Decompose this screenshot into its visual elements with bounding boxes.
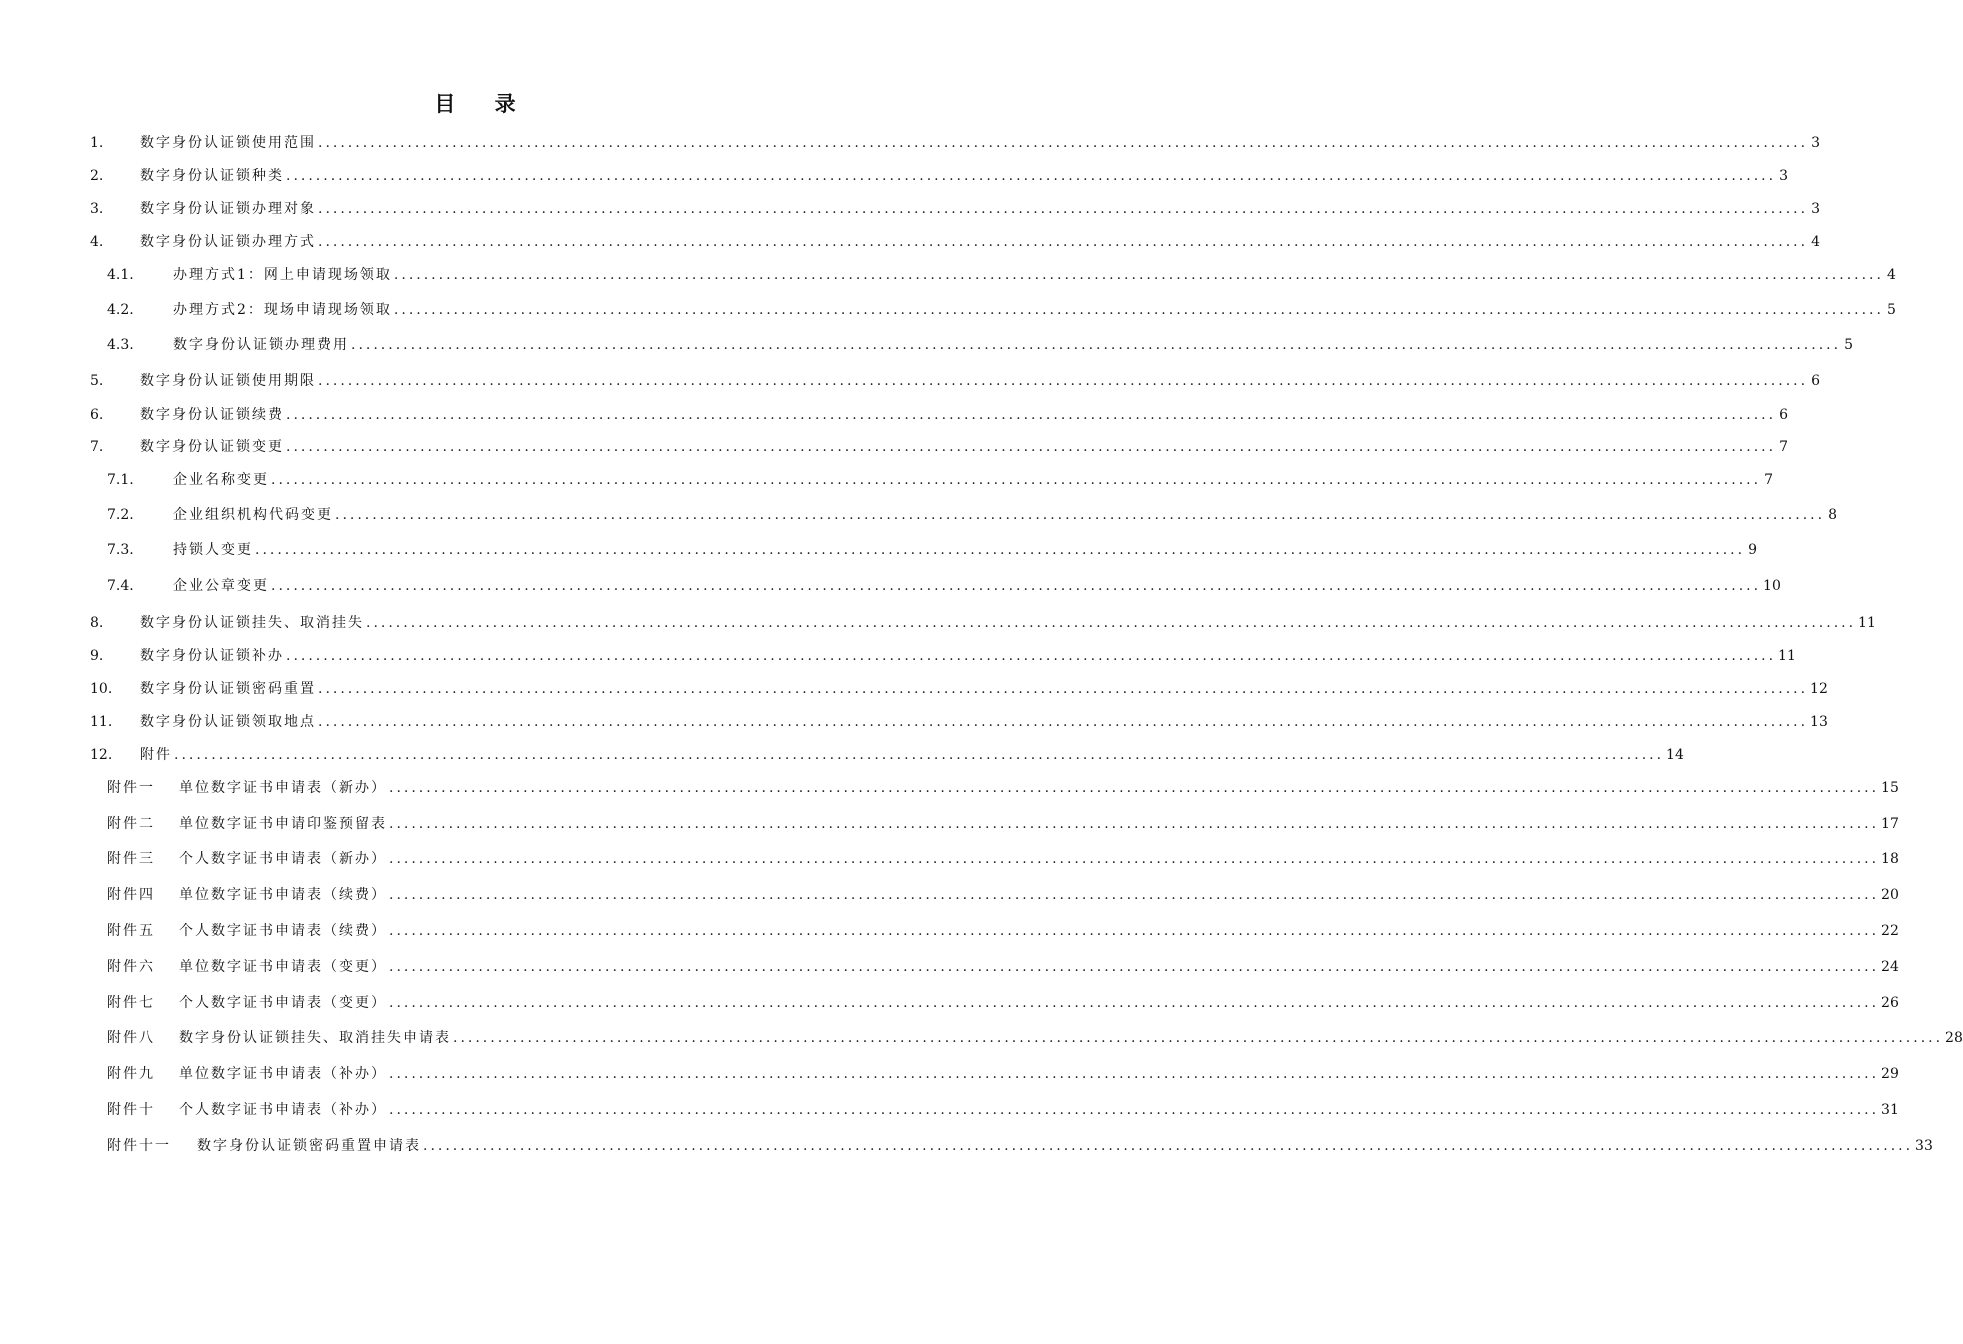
toc-leader-dots: ........................................................................................................................................................................................................ [389,816,1880,832]
toc-entry[interactable] [107,1099,1899,1121]
toc-entry[interactable] [107,264,1896,286]
toc-entry-title: 数字身份认证锁办理费用 [173,337,349,353]
toc-entry[interactable] [107,956,1899,978]
toc-entry-page: 20 [1881,887,1899,903]
toc-entry-number: 4.2. [107,302,134,318]
toc-entry-title: 数字身份认证锁种类 [140,168,284,184]
toc-leader-dots: ........................................................................................................................................................................................................ [255,542,1746,558]
toc-entry-page: 11 [1778,648,1796,664]
toc-entry[interactable] [107,1027,1963,1049]
toc-entry-title: 数字身份认证锁密码重置 [140,681,316,697]
toc-leader-dots: ........................................................................................................................................................................................................ [389,1066,1880,1082]
toc-leader-dots: ........................................................................................................................................................................................................ [286,168,1777,184]
toc-entry-number: 6. [90,407,104,423]
toc-leader-dots: ........................................................................................................................................................................................................ [366,615,1857,631]
toc-entry-page: 4 [1887,267,1896,283]
toc-entry[interactable] [107,777,1899,799]
toc-entry-page: 28 [1945,1030,1963,1046]
toc-entry-number: 4.1. [107,267,134,283]
toc-entry-number: 附件七 [107,995,155,1011]
toc-entry[interactable] [107,469,1774,491]
toc-title: 目 录 [434,92,532,116]
toc-entry-number: 附件三 [107,851,155,867]
toc-entry[interactable] [90,198,1821,220]
toc-entry-title: 企业组织机构代码变更 [173,507,333,523]
toc-entry-title: 附件 [140,747,172,763]
toc-entry-page: 6 [1811,373,1821,389]
toc-leader-dots: ........................................................................................................................................................................................................ [389,851,1880,867]
toc-entry-page: 9 [1748,542,1758,558]
toc-entry[interactable] [107,1135,1933,1157]
toc-leader-dots: ........................................................................................................................................................................................................ [318,681,1809,697]
toc-leader-dots: ........................................................................................................................................................................................................ [286,439,1777,455]
toc-leader-dots: ........................................................................................................................................................................................................ [271,578,1762,594]
toc-leader-dots: ........................................................................................................................................................................................................ [286,407,1777,423]
toc-entry-title: 办理方式1：网上申请现场领取 [173,267,392,283]
toc-entry[interactable] [107,992,1899,1014]
toc-entry-page: 8 [1828,507,1838,523]
toc-entry[interactable] [90,132,1821,154]
toc-leader-dots: ........................................................................................................................................................................................................ [423,1138,1914,1154]
toc-entry[interactable] [90,678,1828,700]
toc-entry[interactable] [90,165,1789,187]
toc-leader-dots: ........................................................................................................................................................................................................ [335,507,1826,523]
toc-entry-page: 31 [1881,1102,1899,1118]
toc-entry-title: 单位数字证书申请表（新办） [179,780,387,796]
toc-entry-page: 5 [1844,337,1854,353]
toc-entry-page: 12 [1810,681,1828,697]
toc-entry-number: 4.3. [107,337,134,353]
toc-entry-number: 7. [90,439,104,455]
toc-entry-number: 9. [90,648,104,664]
toc-leader-dots: ........................................................................................................................................................................................................ [318,201,1809,217]
toc-entry-number: 附件一 [107,780,155,796]
toc-entry-title: 数字身份认证锁使用范围 [140,135,316,151]
toc-leader-dots: ........................................................................................................................................................................................................ [351,337,1842,353]
toc-leader-dots: ........................................................................................................................................................................................................ [318,135,1809,151]
toc-entry-title: 数字身份认证锁挂失、取消挂失 [140,615,364,631]
toc-entry-page: 3 [1811,135,1821,151]
toc-leader-dots: ........................................................................................................................................................................................................ [318,714,1809,730]
toc-entry-number: 8. [90,615,104,631]
toc-entry-number: 附件六 [107,959,155,975]
toc-entry-number: 5. [90,373,104,389]
toc-entry[interactable] [90,744,1684,766]
toc-leader-dots: ........................................................................................................................................................................................................ [174,747,1665,763]
toc-leader-dots: ........................................................................................................................................................................................................ [453,1030,1944,1046]
toc-entry-page: 3 [1779,168,1789,184]
toc-entry-title: 单位数字证书申请印鉴预留表 [179,816,387,832]
toc-leader-dots: ........................................................................................................................................................................................................ [389,780,1880,796]
toc-entry-title: 单位数字证书申请表（续费） [179,887,387,903]
toc-entry-page: 11 [1858,615,1876,631]
toc-entry-page: 15 [1881,780,1899,796]
toc-entry[interactable] [107,539,1758,561]
toc-entry-title: 数字身份认证锁挂失、取消挂失申请表 [179,1030,451,1046]
toc-leader-dots: ........................................................................................................................................................................................................ [271,472,1762,488]
toc-entry-title: 数字身份认证锁办理方式 [140,234,316,250]
toc-entry[interactable] [107,884,1899,906]
toc-entry-number: 1. [90,135,104,151]
toc-entry[interactable] [107,575,1781,597]
toc-entry-page: 18 [1881,851,1899,867]
toc-entry-number: 附件四 [107,887,155,903]
toc-leader-dots: ........................................................................................................................................................................................................ [389,995,1880,1011]
toc-entry[interactable] [90,612,1876,634]
toc-entry-number: 11. [90,714,113,730]
toc-entry[interactable] [107,334,1854,356]
toc-entry-page: 33 [1915,1138,1933,1154]
toc-entry-title: 数字身份认证锁补办 [140,648,284,664]
toc-entry-number: 4. [90,234,104,250]
toc-entry-number: 附件十一 [107,1138,171,1154]
toc-entry-number: 附件九 [107,1066,155,1082]
toc-entry-title: 数字身份认证锁变更 [140,439,284,455]
toc-entry-number: 附件十 [107,1102,155,1118]
toc-entry-title: 数字身份认证锁办理对象 [140,201,316,217]
toc-entry-page: 3 [1811,201,1821,217]
toc-entry-page: 7 [1779,439,1789,455]
toc-entry-page: 17 [1881,816,1899,832]
toc-entry-number: 7.1. [107,472,134,488]
toc-leader-dots: ........................................................................................................................................................................................................ [389,923,1880,939]
toc-entry-number: 2. [90,168,104,184]
toc-entry-page: 13 [1810,714,1828,730]
toc-entry-title: 个人数字证书申请表（补办） [179,1102,387,1118]
toc-leader-dots: ........................................................................................................................................................................................................ [286,648,1777,664]
toc-entry-title: 企业名称变更 [173,472,269,488]
toc-entry[interactable] [107,1063,1899,1085]
toc-leader-dots: ........................................................................................................................................................................................................ [393,267,1884,283]
toc-entry-title: 单位数字证书申请表（变更） [179,959,387,975]
toc-entry-page: 4 [1811,234,1821,250]
toc-entry-number: 附件八 [107,1030,155,1046]
toc-leader-dots: ........................................................................................................................................................................................................ [318,234,1809,250]
toc-entry-page: 6 [1779,407,1789,423]
toc-entry-page: 24 [1881,959,1899,975]
toc-entry[interactable] [107,813,1899,835]
toc-entry-title: 办理方式2：现场申请现场领取 [173,302,392,318]
toc-entry[interactable] [90,711,1828,733]
toc-entry-page: 26 [1881,995,1899,1011]
toc-entry[interactable] [90,231,1821,253]
toc-entry-number: 附件二 [107,816,155,832]
toc-entry-page: 7 [1764,472,1774,488]
toc-entry[interactable] [107,504,1838,526]
toc-entry-title: 个人数字证书申请表（续费） [179,923,387,939]
toc-entry-number: 7.2. [107,507,134,523]
toc-entry[interactable] [107,299,1896,321]
toc-entry-page: 29 [1881,1066,1899,1082]
toc-leader-dots: ........................................................................................................................................................................................................ [389,959,1880,975]
toc-entry[interactable] [107,848,1899,870]
toc-entry-page: 10 [1763,578,1781,594]
toc-entry-title: 数字身份认证锁使用期限 [140,373,316,389]
toc-leader-dots: ........................................................................................................................................................................................................ [318,373,1809,389]
toc-entry-title: 数字身份认证锁密码重置申请表 [197,1138,421,1154]
toc-entry-title: 单位数字证书申请表（补办） [179,1066,387,1082]
toc-leader-dots: ........................................................................................................................................................................................................ [389,887,1880,903]
toc-entry-title: 数字身份认证锁领取地点 [140,714,316,730]
toc-entry-number: 10. [90,681,113,697]
toc-entry-title: 企业公章变更 [173,578,269,594]
toc-leader-dots: ........................................................................................................................................................................................................ [393,302,1884,318]
toc-entry[interactable] [90,436,1789,458]
toc-entry-page: 14 [1666,747,1684,763]
toc-entry[interactable] [90,404,1789,426]
toc-entry-title: 数字身份认证锁续费 [140,407,284,423]
toc-entry[interactable] [90,370,1821,392]
toc-entry[interactable] [107,920,1899,942]
toc-leader-dots: ........................................................................................................................................................................................................ [389,1102,1880,1118]
toc-entry-number: 7.4. [107,578,134,594]
toc-entry-number: 3. [90,201,104,217]
toc-entry-title: 持锁人变更 [173,542,253,558]
toc-entry-number: 附件五 [107,923,155,939]
toc-entry-number: 7.3. [107,542,134,558]
toc-entry-number: 12. [90,747,113,763]
toc-entry-title: 个人数字证书申请表（新办） [179,851,387,867]
toc-entry[interactable] [90,645,1796,667]
toc-entry-title: 个人数字证书申请表（变更） [179,995,387,1011]
toc-entry-page: 5 [1887,302,1896,318]
toc-entry-page: 22 [1881,923,1899,939]
